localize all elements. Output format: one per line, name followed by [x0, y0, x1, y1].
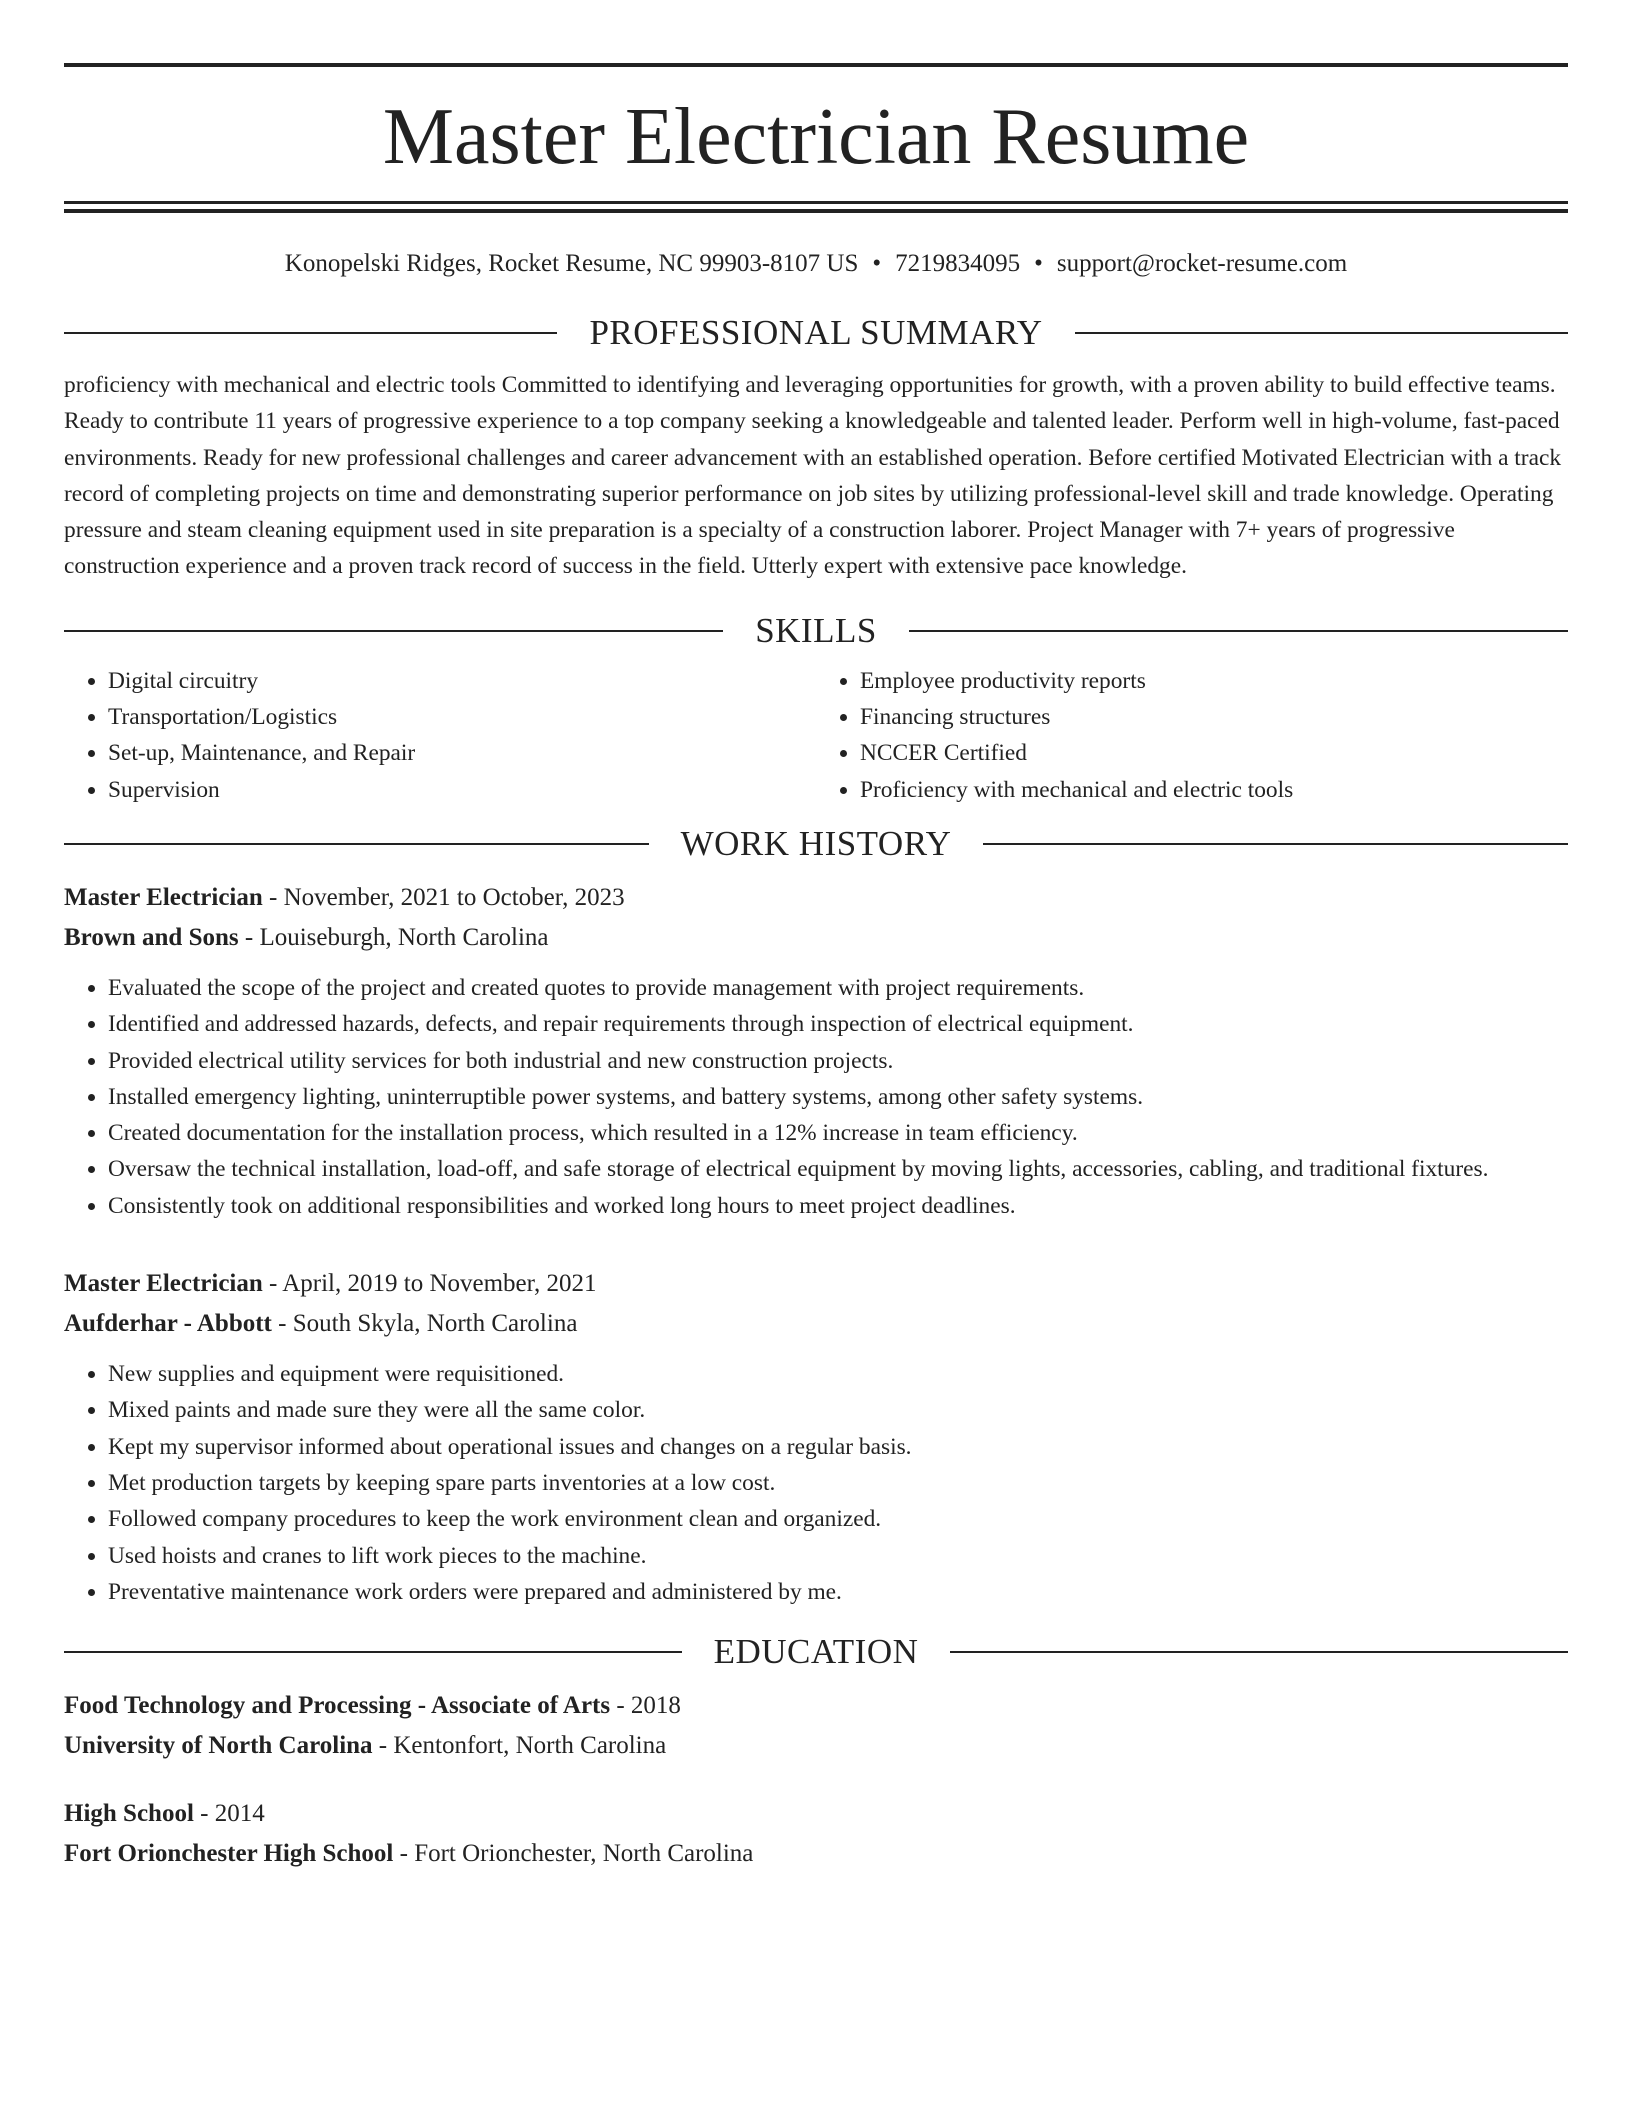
- job-location: - South Skyla, North Carolina: [271, 1310, 578, 1338]
- job-bullet: • Followed company procedures to keep the work environment clean and organized.: [108, 1501, 1568, 1537]
- contact-separator: •: [872, 250, 882, 277]
- contact-line: [64, 249, 1568, 279]
- job-bullet: • Identified and addressed hazards, defects, and repair requirements through inspection of electrical equipment.: [108, 1006, 1568, 1042]
- section-heading-skills: [64, 611, 1568, 651]
- contact-phone: 7219834095: [895, 250, 1021, 277]
- skill-item: • Digital circuitry: [108, 663, 816, 699]
- work-history: [64, 878, 1568, 1610]
- skills-list: [64, 663, 1568, 808]
- education-year: - 2018: [610, 1692, 681, 1720]
- skills-column-left: [64, 663, 816, 808]
- education-list: [64, 1686, 1568, 1874]
- job-title: Master Electrician: [64, 883, 263, 911]
- education-location: - Kentonfort, North Carolina: [372, 1732, 667, 1760]
- job-dates: - November, 2021 to October, 2023: [262, 883, 625, 911]
- job-bullet: • Met production targets by keeping spare parts inventories at a low cost.: [108, 1465, 1568, 1501]
- job-dates: - April, 2019 to November, 2021: [262, 1270, 597, 1298]
- skills-column-right: [816, 663, 1568, 808]
- job-bullet: • New supplies and equipment were requisitioned.: [108, 1356, 1568, 1392]
- section-title: EDUCATION: [713, 1632, 919, 1672]
- section-title: PROFESSIONAL SUMMARY: [589, 313, 1043, 352]
- job-entry: [64, 1264, 1568, 1610]
- job-bullet: • Consistently took on additional responsibilities and worked long hours to meet project deadlines.: [108, 1188, 1568, 1224]
- education-school: Fort Orionchester High School: [64, 1840, 394, 1868]
- job-company-line: [64, 1304, 1568, 1344]
- job-title-line: [64, 1264, 1568, 1304]
- job-entry: [64, 878, 1568, 1224]
- education-school: University of North Carolina: [64, 1732, 373, 1760]
- job-bullet: • Used hoists and cranes to lift work pieces to the machine.: [108, 1538, 1568, 1574]
- education-school-line: [64, 1726, 1568, 1766]
- education-year: - 2014: [193, 1800, 265, 1828]
- job-title: Master Electrician: [64, 1270, 263, 1298]
- job-location: - Louiseburgh, North Carolina: [238, 923, 549, 951]
- education-entry: [64, 1686, 1568, 1766]
- job-bullets: [64, 970, 1568, 1224]
- education-school-line: [64, 1834, 1568, 1874]
- title-double-rule: [64, 201, 1568, 213]
- heading-rule: [64, 843, 649, 845]
- contact-address: Konopelski Ridges, Rocket Resume, NC 99903-8107 US: [284, 250, 859, 277]
- job-title-line: [64, 878, 1568, 918]
- section-title: SKILLS: [755, 610, 877, 650]
- job-bullet: • Preventative maintenance work orders were prepared and administered by me.: [108, 1574, 1568, 1610]
- job-bullet: • Oversaw the technical installation, load-off, and safe storage of electrical equipment by moving lights, accessories, cabling, and traditional fixtures.: [108, 1151, 1568, 1187]
- job-bullet: • Installed emergency lighting, uninterruptible power systems, and battery systems, among other safety systems.: [108, 1079, 1568, 1115]
- heading-rule: [950, 1651, 1568, 1653]
- section-title: WORK HISTORY: [680, 823, 952, 863]
- education-degree-line: [64, 1794, 1568, 1834]
- job-bullet: • Mixed paints and made sure they were all the same color.: [108, 1392, 1568, 1428]
- education-entry: [64, 1794, 1568, 1874]
- job-bullets: [64, 1356, 1568, 1610]
- top-rule: [64, 63, 1568, 67]
- education-degree-line: [64, 1686, 1568, 1726]
- job-bullet: • Evaluated the scope of the project and created quotes to provide management with project requirements.: [108, 970, 1568, 1006]
- heading-rule: [1075, 332, 1568, 334]
- heading-rule: [983, 843, 1568, 845]
- skill-item: • NCCER Certified: [860, 735, 1568, 771]
- skill-item: • Set-up, Maintenance, and Repair: [108, 735, 816, 771]
- contact-separator: •: [1034, 250, 1043, 277]
- job-bullet: • Kept my supervisor informed about operational issues and changes on a regular basis.: [108, 1429, 1568, 1465]
- heading-rule: [64, 630, 723, 632]
- skill-item: • Supervision: [108, 772, 816, 808]
- skill-item: • Employee productivity reports: [860, 663, 1568, 699]
- job-bullet: • Created documentation for the installation process, which resulted in a 12% increase in team efficiency.: [108, 1115, 1568, 1151]
- summary-paragraph: proficiency with mechanical and electric tools Committed to identifying and leveraging opportunities for growth, with a proven ability to build effective teams. Ready to contribute 11 years of progressive experience to a top company seeking a knowledgeable and talented leader. Perform well in high-volume, fast-paced environments. Ready for new professional challenges and career advancement with an established operation. Before certified Motivated Electrician with a track record of completing projects on time and demonstrating superior performance on job sites by utilizing professional-level skill and trade knowledge. Operating pressure and steam cleaning equipment used in site preparation is a specialty of a construction laborer. Project Manager with 7+ years of progressive construction experience and a proven track record of success in the field. Utterly expert with extensive pace knowledge.: [64, 372, 1562, 580]
- skill-item: • Proficiency with mechanical and electric tools: [860, 772, 1568, 808]
- job-company: Brown and Sons: [64, 923, 239, 951]
- job-bullet: • Provided electrical utility services for both industrial and new construction projects.: [108, 1043, 1568, 1079]
- education-degree: High School: [64, 1800, 194, 1828]
- heading-rule: [64, 332, 557, 334]
- heading-rule: [909, 630, 1568, 632]
- section-heading-work: [64, 824, 1568, 864]
- section-heading-education: [64, 1632, 1568, 1672]
- education-degree: Food Technology and Processing - Associate of Arts: [64, 1692, 611, 1720]
- contact-email: support@rocket-resume.com: [1056, 250, 1348, 277]
- education-location: - Fort Orionchester, North Carolina: [393, 1840, 754, 1868]
- resume-title: Master Electrician Resume: [382, 93, 1250, 181]
- heading-rule: [64, 1651, 682, 1653]
- job-company-line: [64, 918, 1568, 958]
- skill-item: • Financing structures: [860, 699, 1568, 735]
- job-company: Aufderhar - Abbott: [64, 1310, 272, 1338]
- section-heading-summary: [64, 313, 1568, 353]
- skill-item: • Transportation/Logistics: [108, 699, 816, 735]
